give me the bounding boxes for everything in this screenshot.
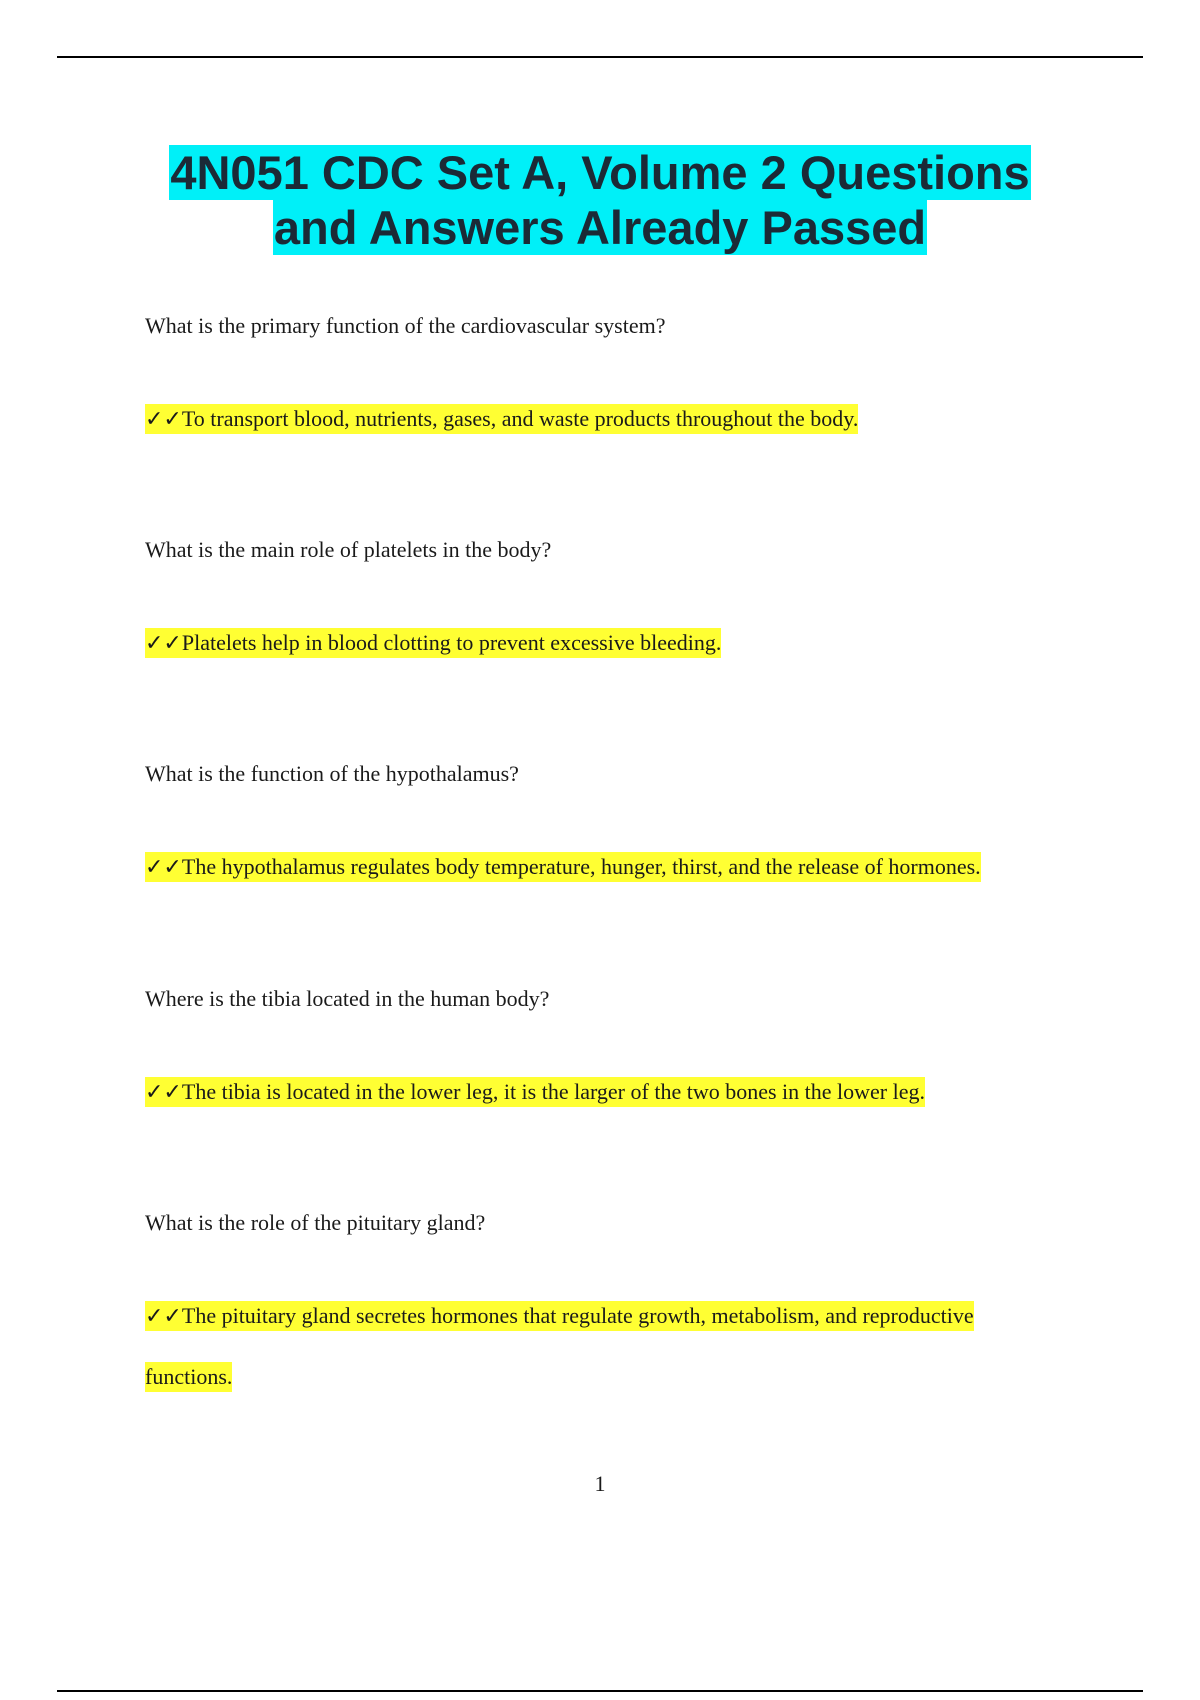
page-title-line-1: 4N051 CDC Set A, Volume 2 Questions bbox=[170, 146, 1030, 199]
qa-item bbox=[145, 1209, 1065, 1407]
question-text: What is the main role of platelets in the body? bbox=[145, 537, 552, 562]
answer-body: The pituitary gland secretes hormones that regulate growth, metabolism, and reproductive functions. bbox=[145, 1303, 974, 1389]
answer-body: To transport blood, nutrients, gases, and waste products throughout the body. bbox=[181, 406, 859, 431]
answer-highlight bbox=[145, 404, 858, 434]
qa-item bbox=[145, 312, 1065, 450]
double-check-icon: ✓✓ bbox=[145, 631, 182, 656]
double-check-icon: ✓✓ bbox=[145, 407, 182, 432]
qa-item bbox=[145, 760, 1065, 898]
question-text: What is the role of the pituitary gland? bbox=[145, 1210, 486, 1235]
double-check-icon: ✓✓ bbox=[145, 1080, 182, 1105]
answer-highlight bbox=[145, 628, 721, 658]
answer-highlight bbox=[145, 1301, 974, 1392]
double-check-icon: ✓✓ bbox=[145, 855, 182, 880]
page-number: 1 bbox=[594, 1471, 606, 1496]
answer-body: The hypothalamus regulates body temperature, hunger, thirst, and the release of hormones. bbox=[181, 854, 981, 879]
page-title-line-2: and Answers Already Passed bbox=[273, 201, 927, 254]
answer-body: The tibia is located in the lower leg, it is the larger of the two bones in the lower leg. bbox=[181, 1079, 925, 1104]
double-check-icon: ✓✓ bbox=[145, 1304, 182, 1329]
header-rule bbox=[57, 56, 1143, 58]
page-title bbox=[0, 145, 1200, 255]
question-text: What is the function of the hypothalamus? bbox=[145, 761, 519, 786]
answer-highlight bbox=[145, 852, 981, 882]
answer-text bbox=[145, 389, 1065, 450]
answer-text bbox=[145, 613, 1065, 674]
question-text: Where is the tibia located in the human body? bbox=[145, 986, 550, 1011]
qa-item bbox=[145, 536, 1065, 674]
answer-text bbox=[145, 1286, 1065, 1407]
question-text: What is the primary function of the cardiovascular system? bbox=[145, 313, 666, 338]
qa-item bbox=[145, 985, 1065, 1123]
answer-highlight bbox=[145, 1077, 925, 1107]
footer-rule bbox=[57, 1690, 1143, 1692]
answer-text bbox=[145, 837, 1065, 898]
answer-body: Platelets help in blood clotting to prevent excessive bleeding. bbox=[181, 630, 722, 655]
answer-text bbox=[145, 1062, 1065, 1123]
